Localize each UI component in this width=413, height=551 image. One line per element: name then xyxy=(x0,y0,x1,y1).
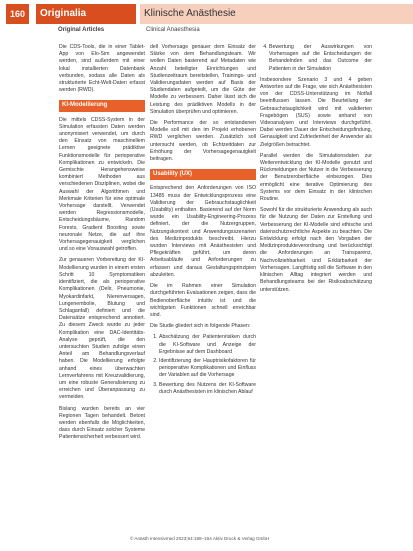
list-item: 3. Bewertung des Nutzens der KI-Software durch Anästhesisten im klinischen Ablauf xyxy=(159,382,256,396)
subheader-left: Original Articles xyxy=(58,27,105,33)
text-column-1 xyxy=(59,44,145,446)
paragraph: Die im Rahmen einer Simulation durchgeführten Evaluationen zeigen, dass die Bedienoberfläche intuitiv ist und die wichtigsten Funktionen schnell erreichbar sind. xyxy=(150,283,256,318)
paragraph: Parallel werden die Simulationsdaten zur Weiterentwicklung der KI-Modelle genutzt und Rückmeldungen der Nutzer in die Verbesserung der Benutzeroberfläche einbezogen. Dies ermöglicht eine iterative Optimierung des Systems vor dem Einsatz in der klinischen Routine. xyxy=(260,152,372,203)
page-footer: © Anästh Intensivmed 2023;64:158–164 Aktiv Druck & Verlag GmbH xyxy=(130,536,270,541)
text-column-3 xyxy=(260,44,372,298)
numbered-list xyxy=(150,334,256,396)
page-number: 160 xyxy=(6,4,29,24)
text-column-2 xyxy=(150,44,256,400)
numbered-list xyxy=(260,44,372,73)
page-subheader xyxy=(0,26,413,38)
paragraph: Insbesondere Szenario 3 und 4 geben Antworten auf die Frage, wie sich Anästhesisten von der CDSS-Unterstützung im Notfall beeinflussen lassen. Die Beurteilung der Gebrauchstauglichkeit wird mit validierten Fragebögen (SUS) sowie anhand von Videoanalysen und Interviews durchgeführt. Dabei werden Dauer der Entscheidungsfindung, Genauigkeit und Zufriedenheit der Anwender als Zielgrößen betrachtet. xyxy=(260,76,372,148)
journal-section-left: Originalia xyxy=(36,4,136,24)
journal-section-right: Klinische Anästhesie xyxy=(140,4,413,24)
paragraph: Die mittels CDSS-System in der Simulation erfassten Daten werden anonymisiert verwendet, um durch den Einsatz von maschinellem Lernen geeignete prädiktive Funktionsmodelle für perioperative Komplikationen zu entwickeln. Die Gemischte Herangehensweise kombiniert Methoden aus verschiedenen Disziplinen, wobei die Auswahl der Algorithmen und Merkmale Kriterien für eine optimale Vorhersage darstellt. Verwendet werden Regressionsmodelle, Entscheidungsbäume, Random Forests, Gradient Boosting sowie neuronale Netze, die auf ihre Vorhersagegenauigkeit verglichen und so eine Vorauswahl getroffen. xyxy=(59,116,145,253)
paragraph: Die CDS-Tools, die in einer Tablet-App von Elo-Sim angewendet werden, sind außerdem mit einer lokal installierten Datenbank verbunden, sodass alle Daten als strukturierte Echt-Welt-Daten erfasst werden (RWD). xyxy=(59,44,145,94)
paragraph: Sowohl für die strukturierte Anwendung als auch für die Nutzung der Daten zur Erstellung und Verbesserung der KI-Modelle sind ethische und datenschutzrechtliche Aspekte zu beachten. Die Entwicklung erfolgt nach den Vorgaben der Medizinprodukteverordnung und berücksichtigt die Anforderungen an Transparenz, Nachvollziehbarkeit und Erklärbarkeit der Vorhersagen. Langfristig soll die Software in den klinischen Alltag integriert werden und Behandlungsteams bei der Risikoabschätzung unterstützen. xyxy=(260,207,372,293)
list-item: 4. Bewertung der Auswirkungen von Vorhersagen auf die Entscheidungen der Behandelnden und das Outcome der Patienten in der Simulation xyxy=(269,44,372,73)
subheader-right: Clinical Anaesthesia xyxy=(146,27,200,33)
section-heading: Usability (UX) xyxy=(150,169,256,180)
paragraph: Zur genaueren Vorbereitung der KI-Modellierung wurden in einem ersten Schritt 10 Symptomatiken identifiziert, die als perioperative Komplikationen (Delir, Pneumonie, Myokardinfarkt, Nierenversagen, Lungenembolie, Blutung und Schlaganfall) definiert und die Datensätze entsprechend annotiert. Zu diesem Zweck wurde zu jeder Komplikation eine DAC-Identitäts-Analyse geprüft, die den untersuchten Studien zufolge einen Anteil am Behandlungsverlauf haben. Die Modellierung erfolgte anhand eines überwachten Lernverfahrens mit Kreuzvalidierung, um eine robuste Generalisierung zu erreichen und Überanpassung zu vermeiden. xyxy=(59,257,145,401)
list-item: 2. Identifizierung der Hauptrisikofaktoren für perioperative Komplikationen und Einfluss der Variablen auf die Vorhersage xyxy=(159,358,256,380)
section-heading: KI-Modellierung xyxy=(59,100,145,111)
page-header xyxy=(0,4,413,24)
list-intro: Die Studie gliedert sich in folgende Phasen: xyxy=(150,323,251,330)
paragraph: Entsprechend den Anforderungen von ISO 13485 muss der Entwicklungsprozess eine Validierung der Gebrauchstauglichkeit (Usability) enthalten. Basierend auf der Norm wurde ein Usability-Engineering-Prozess definiert, der die Nutzergruppen, Nutzungskontext und Anwendungsszenarien des Medizinprodukts beschreibt. Hierzu wurden Interviews mit Anästhesisten und Pflegekräften geführt, um deren Arbeitsabläufe und Anforderungen zu erfassen und daraus Gestaltungsprinzipien abzuleiten. xyxy=(150,185,256,278)
paragraph: dell Vorhersage genauer dem Einsatz der Stärke von dem Behandlungsteam. Wir wollen Daten basierend auf Metadaten wie Anzahl beteiligter Einrichtungen und Studienzeitraum bereitstellen, Trainings- und Validierungsdaten werden auf Basis der Studiendaten aufgeteilt, um die Güte der Modelle zu verbessern. Daher lässt sich die Leistung des prädiktiven Modells in der Simulation überprüfen und optimieren. xyxy=(150,44,256,115)
paragraph: Die Performance der so entstandenen Modelle soll mit den im Projekt erhobenen RWD verglichen werden. Zusätzlich soll untersucht werden, ob Echtzeitdaten zur Erhöhung der Vorhersagegenauigkeit beitragen. xyxy=(150,120,256,163)
paragraph: Bislang wurden bereits an vier Regionen Tagen behandelt. Betont werden ebenfalls die Möglichkeiten, dass durch Einsatz solcher Systeme Patientensicherheit verbessert wird. xyxy=(59,405,145,441)
list-item: 1. Abschätzung der Patientenrisiken durch die KI-Software und Anzeige der Ergebnisse auf dem Dashboard xyxy=(159,334,256,356)
